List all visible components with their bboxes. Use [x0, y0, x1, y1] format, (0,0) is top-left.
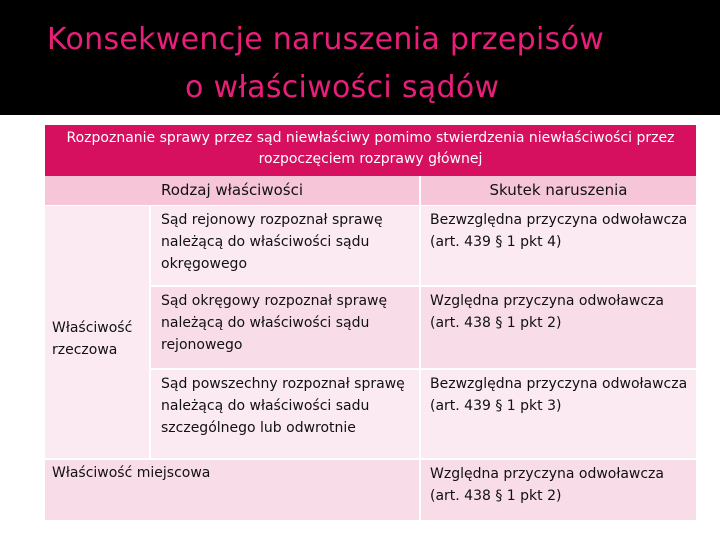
- table-cell-type: Sąd powszechny rozpoznał sprawę należącą do właściwości sadu szczególnego lub odwrotnie: [151, 370, 419, 458]
- table-cell-effect: Względna przyczyna odwoławcza (art. 438 § 1 pkt 2): [421, 287, 696, 368]
- table-cell-miejscowa: Właściwość miejscowa: [45, 460, 419, 520]
- table-cell-type: Sąd okręgowy rozpoznał sprawę należącą do właściwości sądu rejonowego: [151, 287, 419, 368]
- title-bar: [0, 0, 720, 115]
- table-header: Rozpoznanie sprawy przez sąd niewłaściwy pomimo stwierdzenia niewłaściwości przez rozpoczęciem rozprawy głównej: [45, 125, 696, 176]
- table-cell-type: Sąd rejonowy rozpoznał sprawę należącą do właściwości sądu okręgowego: [151, 206, 419, 285]
- slide-title-line-1: Konsekwencje naruszenia przepisów: [47, 22, 605, 57]
- table-cell-effect: Bezwzględna przyczyna odwoławcza (art. 439 § 1 pkt 3): [421, 370, 696, 458]
- category-cell-rzeczowa: Właściwość rzeczowa: [45, 206, 149, 458]
- table-cell-effect: Bezwzględna przyczyna odwoławcza (art. 439 § 1 pkt 4): [421, 206, 696, 285]
- slide-title-line-2: o właściwości sądów: [185, 70, 500, 105]
- column-header-effect: Skutek naruszenia: [421, 176, 696, 205]
- column-header-type: Rodzaj właściwości: [45, 176, 419, 205]
- table-cell-effect: Względna przyczyna odwoławcza (art. 438 § 1 pkt 2): [421, 460, 696, 520]
